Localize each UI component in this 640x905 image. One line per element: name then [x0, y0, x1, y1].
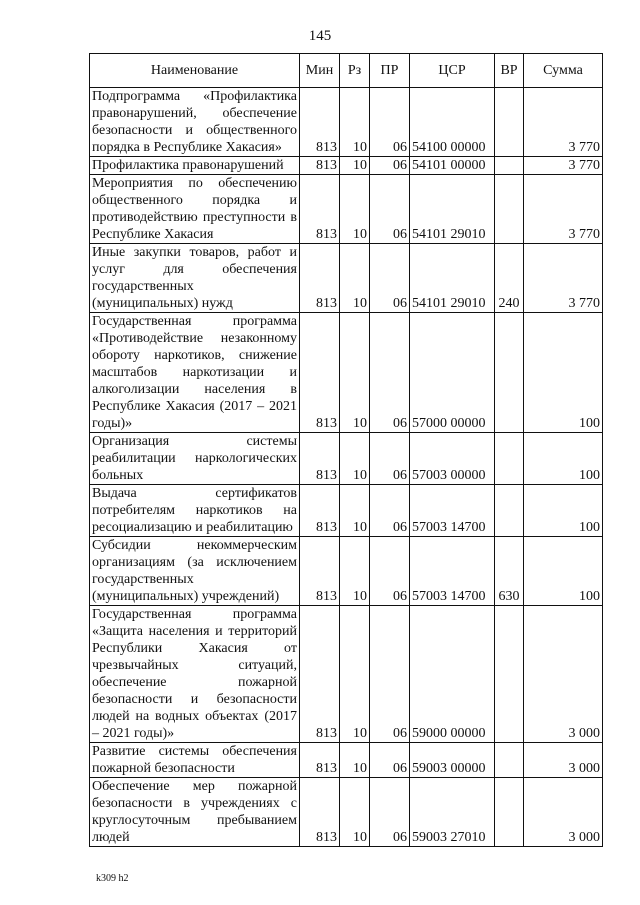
row-sum: 100 [524, 313, 603, 433]
row-name: Субсидии некоммерческим организациям (за исключением государственных (муниципальных) учреждений) [90, 537, 300, 606]
row-pr: 06 [370, 485, 410, 537]
row-min: 813 [300, 175, 340, 244]
row-sum: 3 000 [524, 743, 603, 778]
row-rz: 10 [340, 485, 370, 537]
row-name: Государственная программа «Противодействие незаконному обороту наркотиков, снижение масштабов наркотизации и алкоголизации населения в Республике Хакасия (2017 – 2021 годы)» [90, 313, 300, 433]
row-sum: 100 [524, 537, 603, 606]
row-vr [495, 175, 524, 244]
row-sum: 100 [524, 433, 603, 485]
row-vr [495, 313, 524, 433]
row-pr: 06 [370, 433, 410, 485]
row-sum: 3 000 [524, 606, 603, 743]
row-pr: 06 [370, 313, 410, 433]
row-vr [495, 743, 524, 778]
row-rz: 10 [340, 157, 370, 175]
table-row [90, 743, 603, 778]
row-min: 813 [300, 743, 340, 778]
row-name: Развитие системы обеспечения пожарной безопасности [90, 743, 300, 778]
row-vr: 240 [495, 244, 524, 313]
row-rz: 10 [340, 606, 370, 743]
row-csr: 54100 00000 [410, 88, 495, 157]
row-min: 813 [300, 313, 340, 433]
row-name: Обеспечение мер пожарной безопасности в учреждениях с круглосуточным пребыванием людей [90, 778, 300, 847]
row-vr [495, 433, 524, 485]
row-min: 813 [300, 157, 340, 175]
row-pr: 06 [370, 606, 410, 743]
row-pr: 06 [370, 244, 410, 313]
row-sum: 3 770 [524, 88, 603, 157]
table-row [90, 433, 603, 485]
row-name: Выдача сертификатов потребителям наркотиков на ресоциализацию и реабилитацию [90, 485, 300, 537]
row-sum: 100 [524, 485, 603, 537]
row-pr: 06 [370, 537, 410, 606]
row-rz: 10 [340, 433, 370, 485]
row-rz: 10 [340, 88, 370, 157]
row-sum: 3 770 [524, 244, 603, 313]
row-sum: 3 770 [524, 157, 603, 175]
row-name: Мероприятия по обеспечению общественного порядка и противодействию преступности в Республике Хакасия [90, 175, 300, 244]
table-row [90, 175, 603, 244]
row-csr: 54101 29010 [410, 244, 495, 313]
row-name: Профилактика правонарушений [90, 157, 300, 175]
table-header-row [90, 54, 603, 88]
row-vr [495, 88, 524, 157]
table-row [90, 537, 603, 606]
page-number: 145 [308, 28, 332, 44]
row-vr [495, 606, 524, 743]
column-header-sum: Сумма [524, 54, 603, 88]
row-name: Подпрограмма «Профилактика правонарушений, обеспечение безопасности и общественного порядка в Республике Хакасия» [90, 88, 300, 157]
row-min: 813 [300, 485, 340, 537]
table-row [90, 88, 603, 157]
column-header-pr: ПР [370, 54, 410, 88]
column-header-min: Мин [300, 54, 340, 88]
row-min: 813 [300, 778, 340, 847]
row-rz: 10 [340, 244, 370, 313]
row-vr [495, 778, 524, 847]
table-row [90, 157, 603, 175]
budget-table [89, 53, 603, 847]
column-header-rz: Рз [340, 54, 370, 88]
row-pr: 06 [370, 743, 410, 778]
column-header-csr: ЦСР [410, 54, 495, 88]
table-row [90, 313, 603, 433]
row-vr: 630 [495, 537, 524, 606]
row-sum: 3 000 [524, 778, 603, 847]
row-sum: 3 770 [524, 175, 603, 244]
row-min: 813 [300, 433, 340, 485]
row-vr [495, 485, 524, 537]
row-csr: 54101 29010 [410, 175, 495, 244]
row-csr: 57003 14700 [410, 485, 495, 537]
row-vr [495, 157, 524, 175]
row-csr: 54101 00000 [410, 157, 495, 175]
row-pr: 06 [370, 778, 410, 847]
row-pr: 06 [370, 88, 410, 157]
row-rz: 10 [340, 313, 370, 433]
row-rz: 10 [340, 743, 370, 778]
row-csr: 59000 00000 [410, 606, 495, 743]
table-row [90, 778, 603, 847]
row-name: Организация системы реабилитации наркологических больных [90, 433, 300, 485]
row-pr: 06 [370, 157, 410, 175]
row-csr: 57003 14700 [410, 537, 495, 606]
table-row [90, 244, 603, 313]
row-csr: 57000 00000 [410, 313, 495, 433]
row-rz: 10 [340, 537, 370, 606]
row-rz: 10 [340, 778, 370, 847]
row-pr: 06 [370, 175, 410, 244]
row-min: 813 [300, 606, 340, 743]
row-name: Государственная программа «Защита населения и территорий Республики Хакасия от чрезвычайных ситуаций, обеспечение пожарной безопасности и безопасности людей на водных объектах (2017 – 2021 годы)» [90, 606, 300, 743]
column-header-vr: ВР [495, 54, 524, 88]
column-header-name: Наименование [90, 54, 300, 88]
row-min: 813 [300, 537, 340, 606]
row-name: Иные закупки товаров, работ и услуг для обеспечения государственных (муниципальных) нужд [90, 244, 300, 313]
table-row [90, 606, 603, 743]
row-min: 813 [300, 88, 340, 157]
footer-code: k309 h2 [96, 873, 129, 884]
row-rz: 10 [340, 175, 370, 244]
row-csr: 59003 27010 [410, 778, 495, 847]
table-row [90, 485, 603, 537]
row-min: 813 [300, 244, 340, 313]
row-csr: 59003 00000 [410, 743, 495, 778]
row-csr: 57003 00000 [410, 433, 495, 485]
